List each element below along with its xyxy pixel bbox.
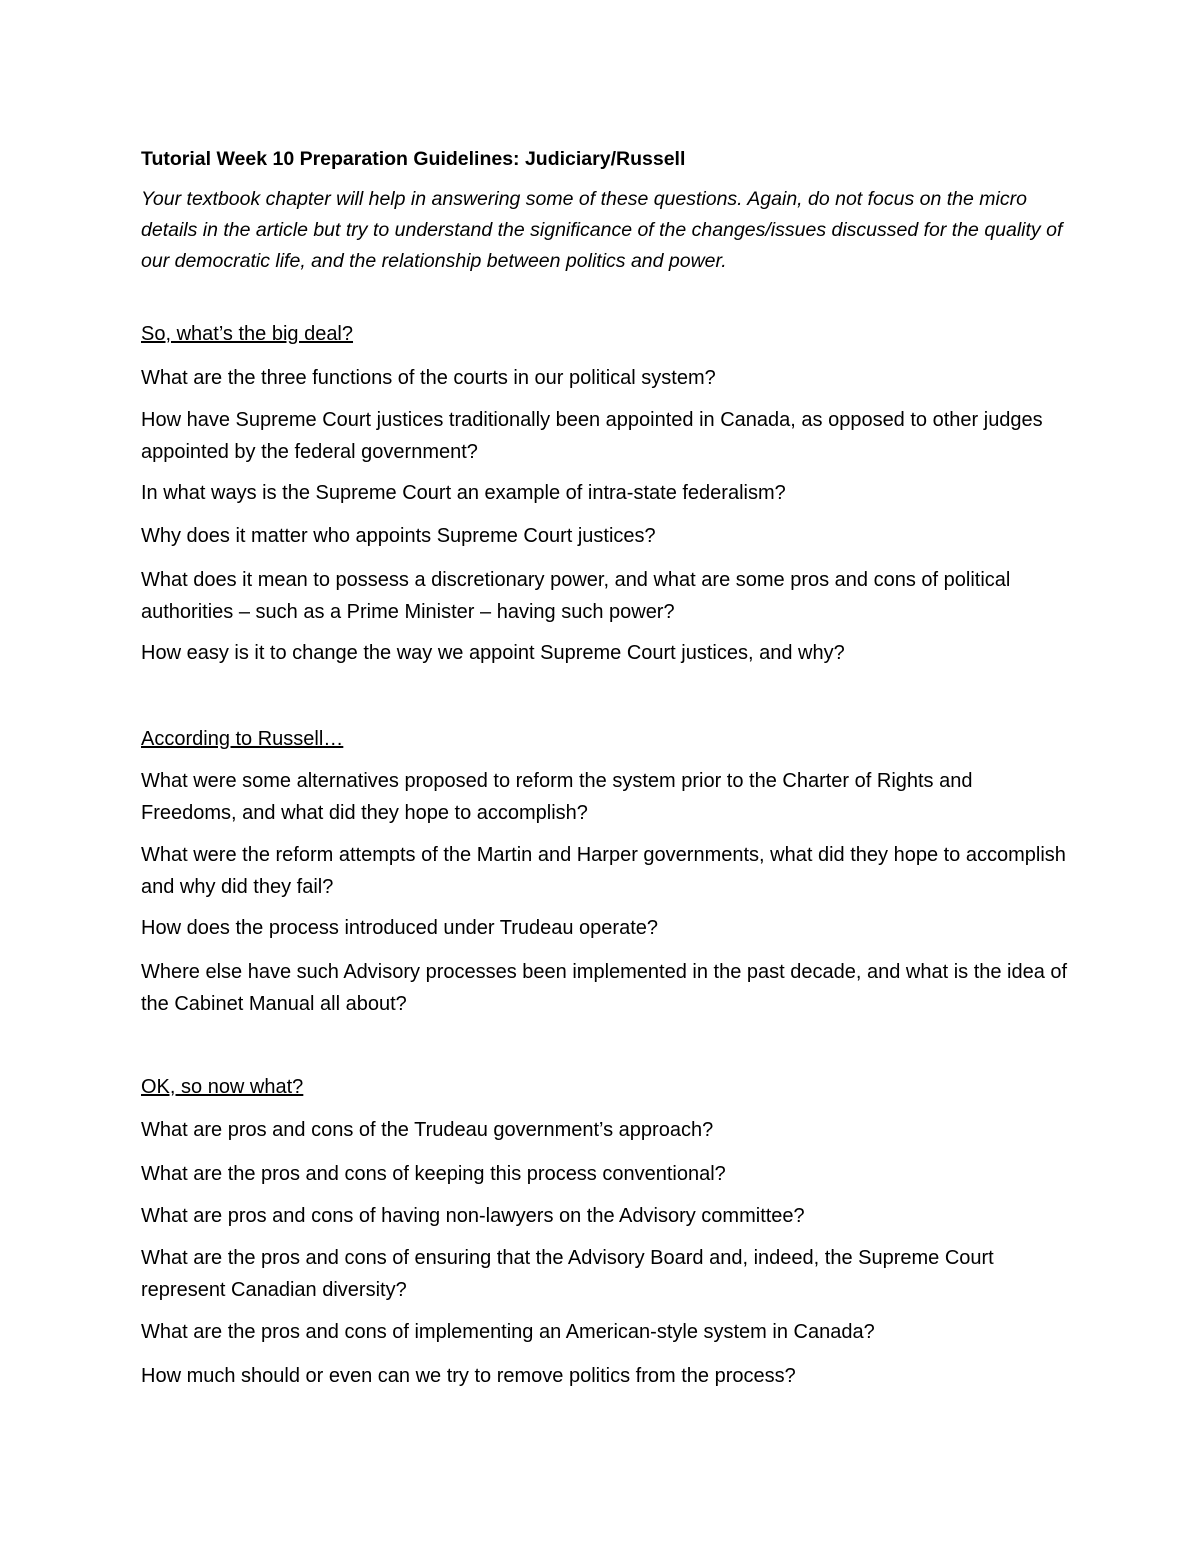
question-item: What were the reform attempts of the Martin and Harper governments, what did they hope to accomplish and why did they fail? [141,844,1066,898]
question-item: What are the pros and cons of implementing an American-style system in Canada? [141,1321,875,1343]
question-item: How does the process introduced under Trudeau operate? [141,917,659,939]
question-item: What are the three functions of the courts in our political system? [141,367,716,389]
question-item: What are pros and cons of the Trudeau government’s approach? [141,1119,714,1141]
question-item: Where else have such Advisory processes been implemented in the past decade, and what is the idea of the Cabinet Manual all about? [141,961,1068,1015]
question-item: What are the pros and cons of keeping this process conventional? [141,1163,726,1185]
question-item: Why does it matter who appoints Supreme Court justices? [141,525,656,547]
question-item: How have Supreme Court justices traditionally been appointed in Canada, as opposed to other judges appointed by the federal government? [141,409,1043,463]
question-item: What are pros and cons of having non-lawyers on the Advisory committee? [141,1205,805,1227]
question-item: How easy is it to change the way we appoint Supreme Court justices, and why? [141,642,845,664]
question-item: What does it mean to possess a discretionary power, and what are some pros and cons of political authorities – such as a Prime Minister – having such power? [141,569,1011,623]
question-item: How much should or even can we try to remove politics from the process? [141,1365,796,1387]
section-heading: OK, so now what? [141,1076,304,1098]
question-item: In what ways is the Supreme Court an example of intra-state federalism? [141,482,786,504]
section-heading: So, what’s the big deal? [141,323,354,345]
intro-paragraph: Your textbook chapter will help in answering some of these questions. Again, do not focus on the micro details in the article but try to understand the significance of the changes/issues discussed for the quality of our democratic life, and the relationship between politics and power. [141,188,1063,272]
section-heading: According to Russell… [141,728,344,750]
question-item: What are the pros and cons of ensuring that the Advisory Board and, indeed, the Supreme Court represent Canadian diversity? [141,1247,994,1301]
question-item: What were some alternatives proposed to reform the system prior to the Charter of Rights and Freedoms, and what did they hope to accomplish? [141,770,973,824]
document-title: Tutorial Week 10 Preparation Guidelines: Judiciary/Russell [141,148,686,170]
